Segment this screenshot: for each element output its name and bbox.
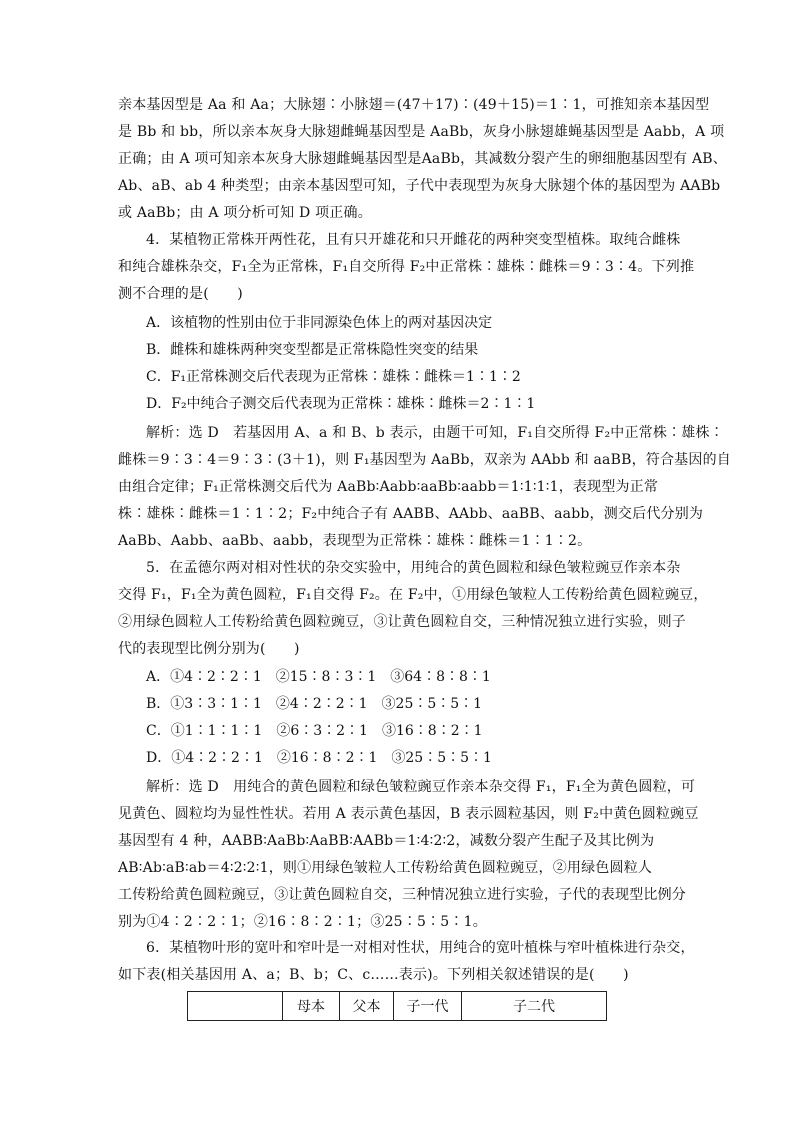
- question-4-option-a: A．该植物的性别由位于非同源染色体上的两对基因决定: [146, 315, 493, 331]
- text-line: 解析：选 D 用纯合的黄色圆粒和绿色皱粒豌豆作亲本杂交得 F₁，F₁全为黄色圆粒，可: [146, 779, 696, 795]
- question-5-analysis: [118, 774, 699, 936]
- text-line: Ab、aB、ab 4 种类型；由亲本基因型可知，子代中表现型为灰身大脉翅个体的基因型为 AABb: [118, 178, 721, 194]
- text-line: 如下表(相关基因用 A、a；B、b；C、c……表示)。下列相关叙述错误的是( ): [118, 967, 629, 983]
- question-5-option-b: B．①3∶3∶1∶1 ②4∶2∶2∶1 ③25∶5∶5∶1: [146, 696, 483, 712]
- table-header-cell: 子一代: [394, 992, 462, 1021]
- question-4-option-c: C．F₁正常株测交后代表现为正常株∶雄株∶雌株＝1∶1∶2: [146, 369, 521, 385]
- text-line: 6．某植物叶形的宽叶和窄叶是一对相对性状，用纯合的宽叶植株与窄叶植株进行杂交，: [146, 940, 695, 956]
- text-line: 4．某植物正常株开两性花，且有只开雄花和只开雌花的两种突变型植株。取纯合雌株: [146, 232, 681, 248]
- text-line: 解析：选 D 若基因用 A、a 和 B、b 表示，由题干可知，F₁自交所得 F₂中正常株∶雄株∶: [146, 425, 724, 441]
- question-4-option-b: B．雌株和雄株两种突变型都是正常株隐性突变的结果: [146, 342, 479, 358]
- question-5-option-d: D．①4∶2∶2∶1 ②16∶8∶2∶1 ③25∶5∶5∶1: [146, 750, 492, 766]
- table-header-row: [188, 992, 607, 1021]
- table-header-cell: 子二代: [462, 992, 607, 1021]
- text-line: AaBb、Aabb、aaBb、aabb，表现型为正常株∶雄株∶雌株＝1∶1∶2。: [118, 533, 592, 549]
- text-line: 是 Bb 和 bb，所以亲本灰身大脉翅雌蝇基因型是 AaBb，灰身小脉翅雄蝇基因型是 Aabb，A 项: [118, 124, 725, 140]
- table-header-cell: 父本: [340, 992, 394, 1021]
- text-line: 见黄色、圆粒均为显性性状。若用 A 表示黄色基因，B 表示圆粒基因，则 F₂中黄色圆粒豌豆: [118, 806, 699, 822]
- text-line: 工传粉给黄色圆粒豌豆，③让黄色圆粒自交，三种情况独立进行实验，子代的表现型比例分: [118, 887, 686, 903]
- question-5-stem: [118, 555, 708, 663]
- text-line: AB∶Ab∶aB∶ab＝4∶2∶2∶1，则①用绿色皱粒人工传粉给黄色圆粒豌豆，②用绿色圆粒人: [118, 860, 653, 876]
- text-line: 代的表现型比例分别为( ): [118, 641, 300, 657]
- question-4-stem: [118, 227, 695, 308]
- question-4-analysis: [118, 420, 731, 555]
- prev-analysis-paragraph: [118, 92, 727, 227]
- text-line: 5．在孟德尔两对相对性状的杂交实验中，用纯合的黄色圆粒和绿色皱粒豌豆作亲本杂: [146, 560, 681, 576]
- text-line: 雌株＝9∶3∶4＝9∶3∶(3＋1)，则 F₁基因型为 AaBb，双亲为 AAbb 和 aaBB，符合基因的自: [118, 452, 731, 468]
- text-line: 正确；由 A 项可知亲本灰身大脉翅雌蝇基因型是AaBb，其减数分裂产生的卵细胞基因型有 AB、: [118, 151, 727, 167]
- text-line: 或 AaBb；由 A 项分析可知 D 项正确。: [118, 205, 372, 221]
- question-4-option-d: D．F₂中纯合子测交后代表现为正常株∶雄株∶雌株＝2∶1∶1: [146, 396, 536, 412]
- text-line: 测不合理的是( ): [118, 286, 243, 302]
- text-line: 基因型有 4 种，AABB∶AaBb∶AaBB∶AABb＝1∶4∶2∶2，减数分裂产生配子及其比例为: [118, 833, 655, 849]
- text-line: 和纯合雄株杂交，F₁全为正常株，F₁自交所得 F₂中正常株∶雄株∶雌株＝9∶3∶4。下列推: [118, 259, 695, 275]
- question-6-stem: [118, 935, 695, 989]
- table-header-cell: 母本: [283, 992, 340, 1021]
- question-6-table: [187, 991, 607, 1021]
- text-line: 由组合定律；F₁正常株测交后代为 AaBb∶Aabb∶aaBb∶aabb＝1∶1∶1∶1，表现型为正常: [118, 479, 659, 495]
- question-5-option-c: C．①1∶1∶1∶1 ②6∶3∶2∶1 ③16∶8∶2∶1: [146, 723, 483, 739]
- table-header-cell: [188, 992, 283, 1021]
- text-line: 交得 F₁，F₁全为黄色圆粒，F₁自交得 F₂。在 F₂中，①用绿色皱粒人工传粉给黄色圆粒豌豆，: [118, 587, 708, 603]
- text-line: ②用绿色圆粒人工传粉给黄色圆粒豌豆，③让黄色圆粒自交，三种情况独立进行实验，则子: [118, 614, 686, 630]
- text-line: 亲本基因型是 Aa 和 Aa；大脉翅∶小脉翅＝(47＋17)∶(49＋15)＝1∶1，可推知亲本基因型: [118, 97, 710, 113]
- question-5-option-a: A．①4∶2∶2∶1 ②15∶8∶3∶1 ③64∶8∶8∶1: [146, 669, 491, 685]
- text-line: 株∶雄株∶雌株＝1∶1∶2；F₂中纯合子有 AABB、AAbb、aaBB、aabb，测交后代分别为: [118, 506, 704, 522]
- text-line: 别为①4∶2∶2∶1；②16∶8∶2∶1；③25∶5∶5∶1。: [118, 914, 487, 930]
